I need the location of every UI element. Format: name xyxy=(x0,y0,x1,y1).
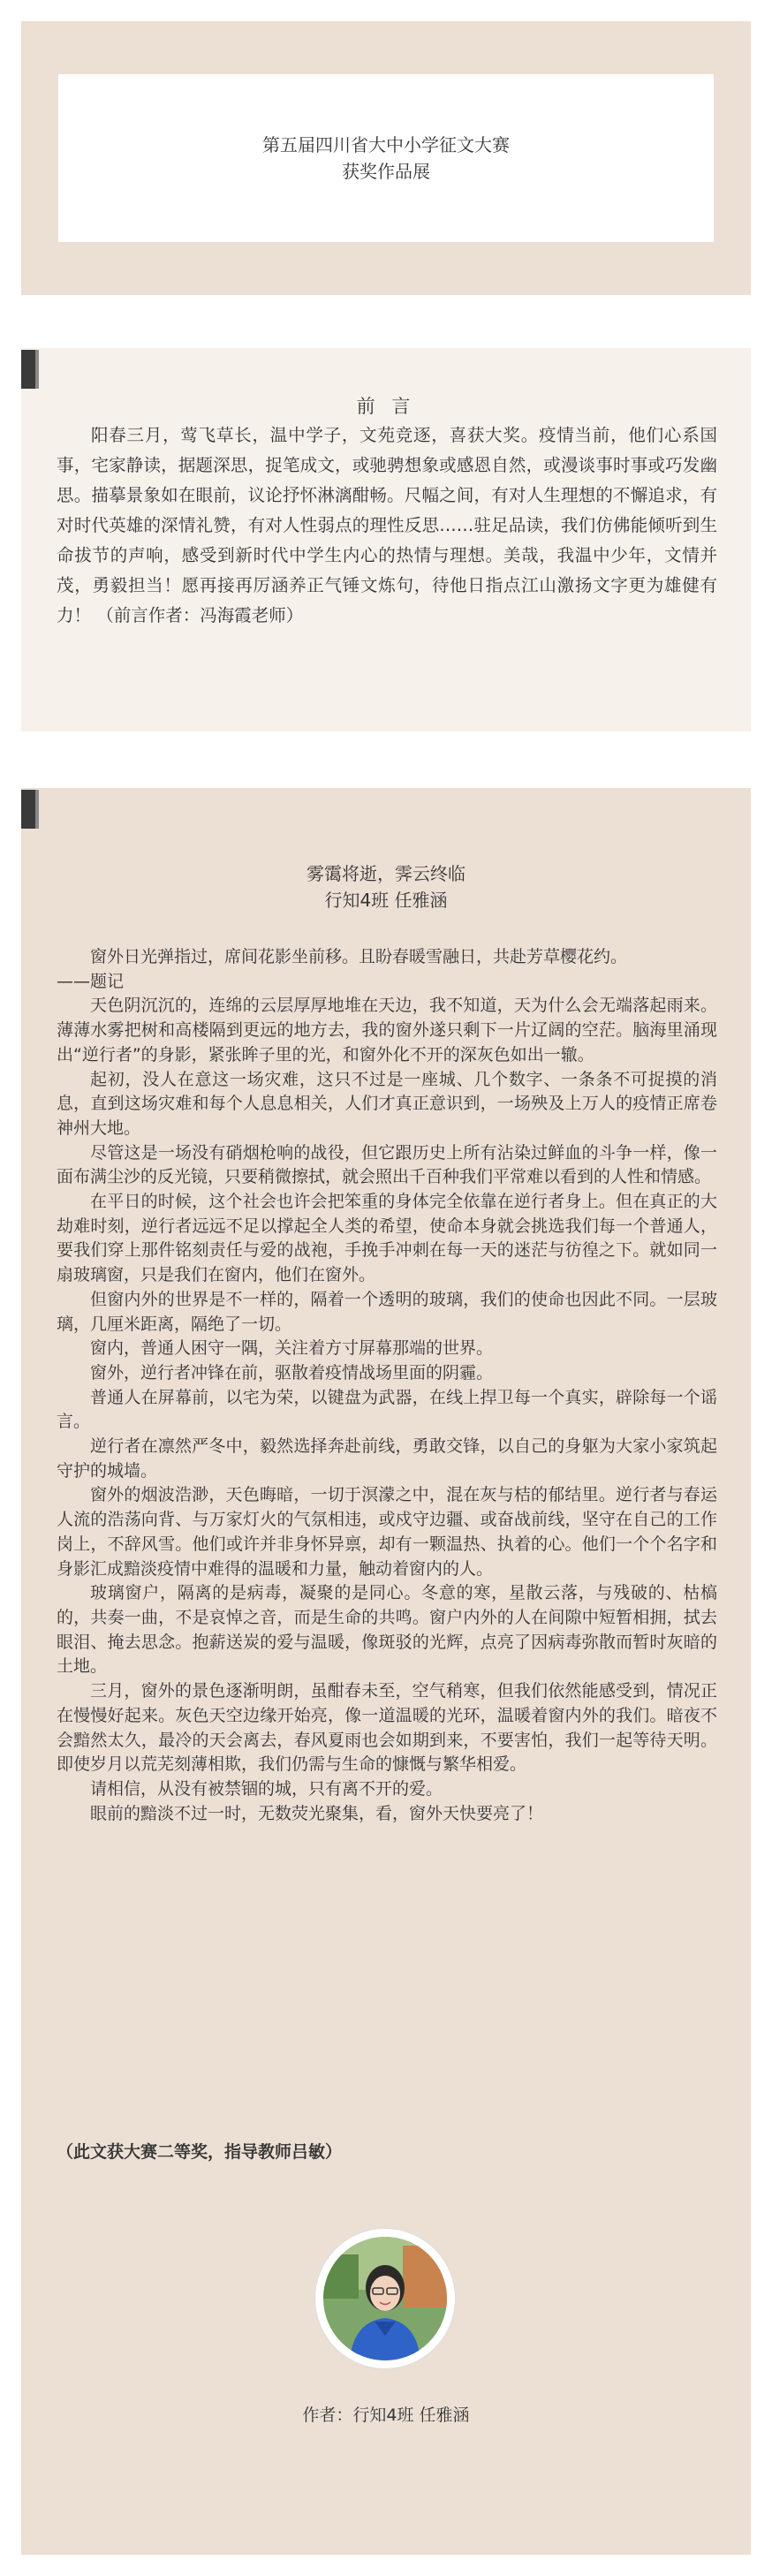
paragraph: 在平日的时候，这个社会也许会把笨重的身体完全依靠在逆行者身上。但在真正的大劫难时刻，逆行者远远不足以撑起全人类的希望，使命本身就会挑选我们每一个普通人，要我们穿上那件铭刻责任与爱的战袍，手挽手冲刺在每一天的迷茫与彷徨之下。就如同一扇玻璃窗，只是我们在窗内，他们在窗外。 xyxy=(57,1192,717,1285)
photo-caption: 作者：行知4班 任雅涵 xyxy=(302,2406,470,2425)
paragraph: 玻璃窗户，隔离的是病毒，凝聚的是同心。冬意的寒，星散云落，与残破的、枯槁的，共奏一曲，不是哀悼之音，而是生命的共鸣。窗户内外的人在间隙中短暂相拥，拭去眼泪、掩去思念。抱薪送炭的爱与温暖，像斑驳的光辉，点亮了因病毒弥散而暂时灰暗的土地。 xyxy=(57,1583,717,1677)
section-marker xyxy=(21,350,35,389)
section-marker xyxy=(21,790,35,829)
paragraph: 普通人在屏幕前，以宅为荣，以键盘为武器，在线上捍卫每一个真实，辟除每一个谣言。 xyxy=(57,1387,717,1432)
exhibition-subtitle: 获奖作品展 xyxy=(342,161,430,182)
banner-title-box xyxy=(58,74,714,242)
paragraph: 起初，没人在意这一场灾难，这只不过是一座城、几个数字、一条条不可捉摸的消息，直到这场灾难和每个人息息相关，人们才真正意识到，一场殃及上万人的疫情正席卷神州大地。 xyxy=(57,1069,717,1138)
preface-text: 阳春三月，莺飞草长，温中学子，文苑竞逐，喜获大奖。疫情当前，他们心系国事，宅家静读，据题深思，捉笔成文，或驰骋想象或感恩自然，或漫谈事时事或巧发幽思。描摹景象如在眼前，议论抒怀淋漓酣畅。尺幅之间，有对人生理想的不懈追求，有对时代英雄的深情礼赞，有对人性弱点的理性反思……驻足品读，我们仿佛能倾听到生命拔节的声响，感受到新时代中学生内心的热情与理想。美哉，我温中少年，文情并茂，勇毅担当！愿再接再厉涵养正气锤文炼句，待他日指点江山激扬文字更为雄健有力！ （前言作者：冯海霞老师） xyxy=(57,425,717,625)
essay-title: 雾霭将逝，霁云终临 xyxy=(307,863,465,884)
essay-byline: 行知4班 任雅涵 xyxy=(324,890,448,911)
paragraph: 尽管这是一场没有硝烟枪响的战役，但它跟历史上所有沾染过鲜血的斗争一样，像一面布满尘沙的反光镜，只要稍微擦拭，就会照出千百种我们平常难以看到的人性和情感。 xyxy=(57,1142,717,1187)
paragraph: 窗内，普通人困守一隅，关注着方寸屏幕那端的世界。 xyxy=(90,1338,494,1359)
paragraph: 但窗内外的世界是不一样的，隔着一个透明的玻璃，我们的使命也因此不同。一层玻璃，几厘米距离，隔绝了一切。 xyxy=(57,1289,717,1334)
contest-title: 第五届四川省大中小学征文大赛 xyxy=(262,134,510,155)
paragraph: 逆行者在凛然严冬中，毅然选择奔赴前线，勇敢交锋，以自己的身躯为大家小家筑起守护的城墙。 xyxy=(57,1436,717,1481)
paragraph: 窗外，逆行者冲锋在前，驱散着疫情战场里面的阴霾。 xyxy=(90,1362,494,1383)
paragraph: 窗外的烟波浩渺，天色晦暗，一切于溟濛之中，混在灰与桔的郁结里。逆行者与春运人流的浩荡向背、与万家灯火的气氛相违，或戍守边疆、或奋战前线，坚守在自己的工作岗上，不辞风雪。他们或许并非身怀异禀，却有一颗温热、执着的心。他们一个个名字和身影汇成黯淡疫情中难得的温暖和力量，触动着窗内的人。 xyxy=(57,1485,717,1579)
epigraph: 窗外日光弹指过，席间花影坐前移。且盼春暖雪融日，共赴芳草樱花约。 xyxy=(90,947,628,966)
paragraph: 请相信，从没有被禁锢的城，只有离不开的爱。 xyxy=(90,1778,443,1799)
paragraph: 天色阴沉沉的，连绵的云层厚厚地堆在天边，我不知道，天为什么会无端落起雨来。薄薄水雾把树和高楼隔到更远的地方去，我的窗外遂只剩下一片辽阔的空茫。脑海里涌现出“逆行者”的身影，紧张眸子里的光，和窗外化不开的深灰色如出一辙。 xyxy=(57,996,717,1064)
author-photo xyxy=(315,2229,455,2368)
award-note: （此文获大赛二等奖，指导教师吕敏） xyxy=(57,2142,343,2162)
preface-title: 前 言 xyxy=(356,396,416,417)
essay-section xyxy=(21,788,751,2555)
exhibition-banner xyxy=(21,21,751,295)
epigraph-label: ——题记 xyxy=(57,971,125,991)
essay-body xyxy=(57,945,717,1826)
paragraph: 三月，窗外的景色逐渐明朗，虽酣春未至，空气稍寒，但我们依然能感受到，情况正在慢慢好起来。灰色天空边缘开始亮，像一道温暖的光环，温暖着窗内外的我们。暗夜不会黯然太久，最冷的天会离去，春风夏雨也会如期到来，不要害怕，我们一起等待天明。即使岁月以荒芜刻薄相欺，我们仍需与生命的慷慨与繁华相爱。 xyxy=(57,1681,717,1775)
preface-section xyxy=(21,348,751,731)
author-photo-image xyxy=(323,2237,447,2360)
paragraph: 眼前的黯淡不过一时，无数荧光聚集，看，窗外天快要亮了！ xyxy=(90,1803,544,1823)
